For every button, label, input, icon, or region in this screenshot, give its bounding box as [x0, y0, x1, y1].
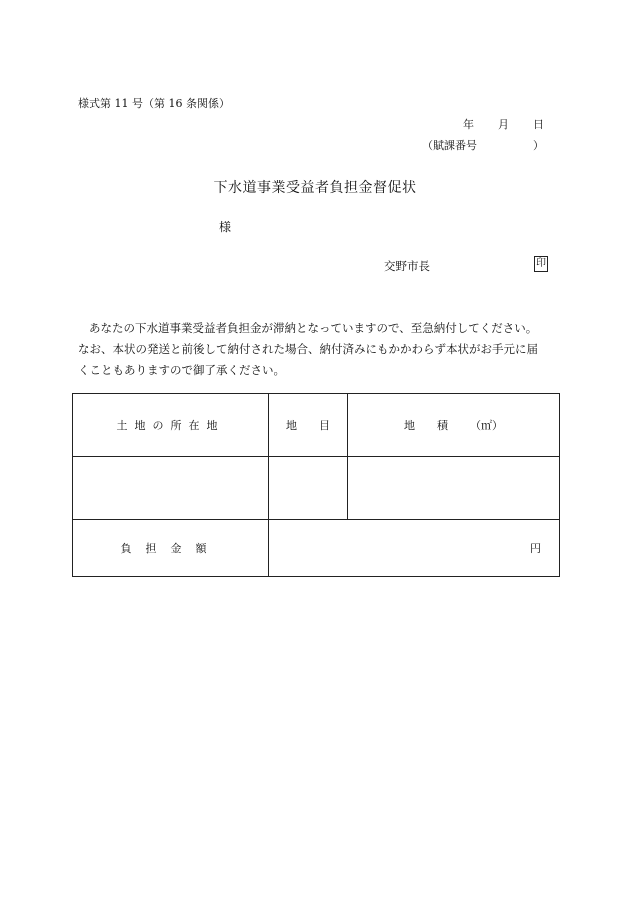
amount-unit: 円	[530, 542, 541, 555]
amount-label: 負担金額	[120, 542, 221, 555]
amount-label-cell	[73, 520, 269, 577]
header-location-label: 土地の所在地	[116, 419, 225, 432]
header-chiseki-unit: （㎡）	[470, 419, 503, 432]
date-field	[439, 118, 544, 132]
notice-body	[78, 318, 558, 381]
notice-line-3: くこともありますので御了承ください。	[78, 363, 285, 377]
form-number: 様式第 11 号（第 16 条関係）	[78, 97, 230, 110]
chiseki-value-cell	[348, 457, 560, 520]
assessment-number-close: ）	[533, 139, 544, 152]
header-chiseki	[348, 394, 560, 457]
notice-line-1: あなたの下水道事業受益者負担金が滞納となっていますので、至急納付してください。	[89, 321, 538, 335]
location-value-cell	[73, 457, 269, 520]
date-year-label: 年	[463, 118, 474, 131]
issuer-name: 交野市長	[384, 259, 430, 273]
header-chiseki-b: 積	[437, 419, 448, 432]
date-month-label: 月	[498, 118, 509, 131]
header-location	[73, 394, 269, 457]
notice-line-2: なお、本状の発送と前後して納付された場合、納付済みにもかかわらず本状がお手元に届	[78, 342, 538, 356]
header-chiseki-a: 地	[404, 419, 415, 432]
land-info-table	[72, 393, 560, 577]
amount-value-cell	[269, 520, 560, 577]
table-header-row	[73, 394, 560, 457]
document-title: 下水道事業受益者負担金督促状	[213, 180, 417, 196]
date-day-label: 日	[533, 118, 544, 131]
addressee-suffix: 様	[219, 220, 232, 234]
header-chimoku-a: 地	[286, 419, 297, 432]
header-chimoku-b: 目	[319, 419, 330, 432]
table-amount-row	[73, 520, 560, 577]
table-data-row	[73, 457, 560, 520]
assessment-number-field	[422, 139, 544, 153]
header-chimoku	[269, 394, 348, 457]
chimoku-value-cell	[269, 457, 348, 520]
assessment-number-label: （賦課番号	[422, 139, 477, 152]
seal-mark: 印	[534, 256, 548, 272]
